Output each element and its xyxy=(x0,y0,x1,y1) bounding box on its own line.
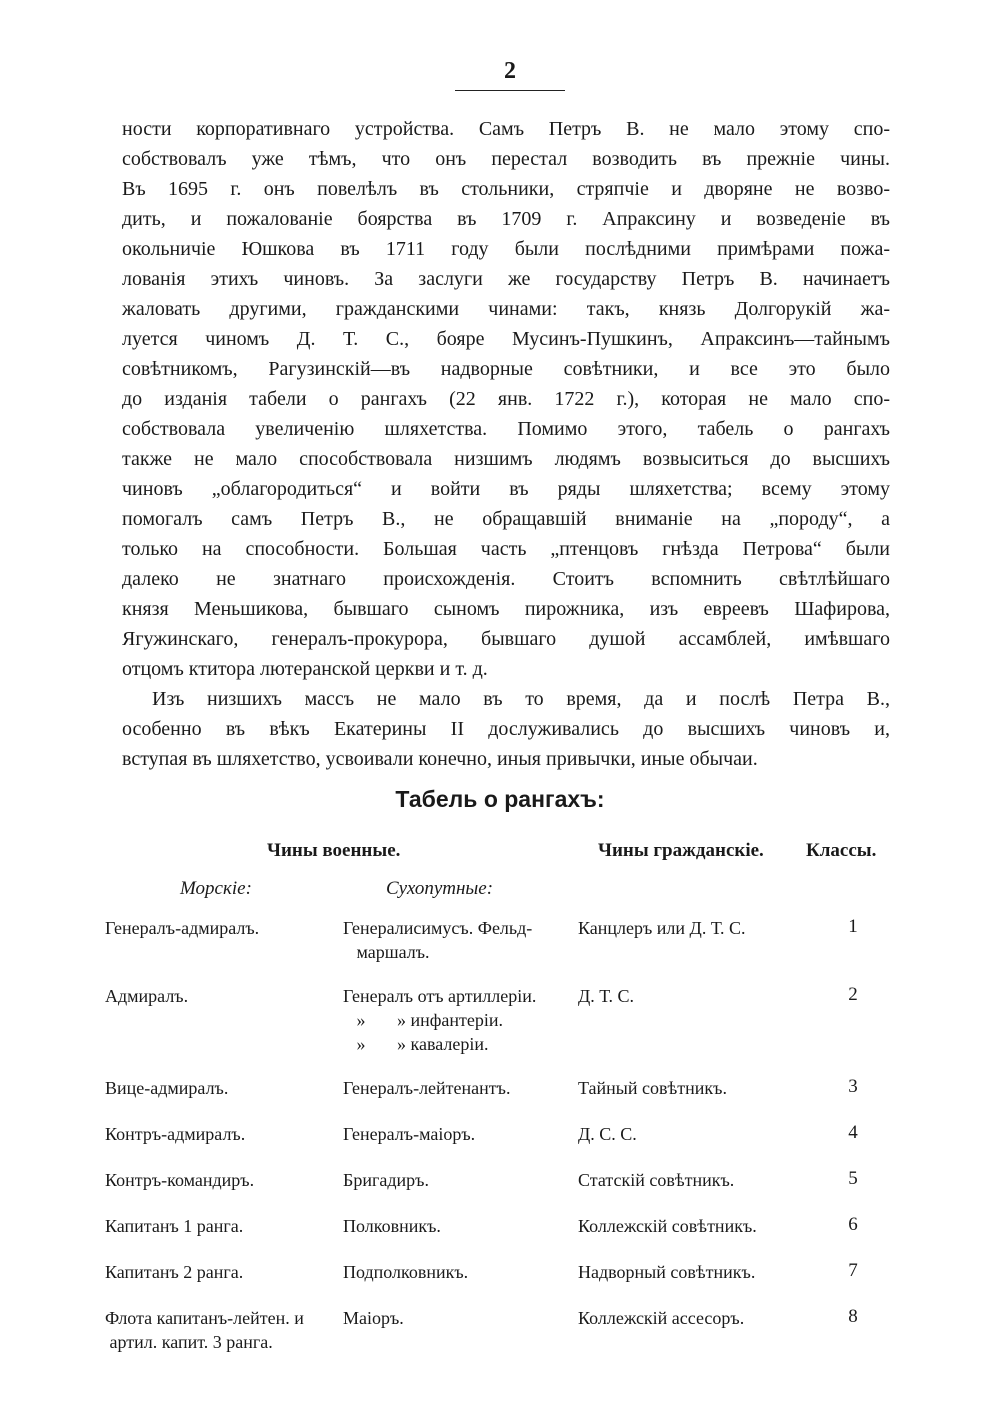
naval-rank: Адмиралъ. xyxy=(105,986,189,1006)
rank-class: 3 xyxy=(848,1076,858,1097)
text-line: Изъ низшихъ массъ не мало въ то время, да и послѣ Петра В., xyxy=(152,688,890,710)
civil-rank: Статскій совѣтникъ. xyxy=(578,1170,735,1190)
text-line: чиновъ „облагородиться“ и войти въ ряды шляхетства; всему этому xyxy=(122,478,890,500)
text-line: вступая въ шляхетство, усвоивали конечно, иныя привычки, иные обычаи. xyxy=(122,748,758,770)
rank-class: 6 xyxy=(848,1214,858,1235)
text-line: особенно въ вѣкъ Екатерины II дослуживались до высшихъ чиновъ и, xyxy=(122,718,890,740)
text-line: окольничіе Юшкова въ 1711 году были послѣдними примѣрами пожа- xyxy=(122,238,890,260)
naval-rank: Флота капитанъ-лейтен. и артил. капит. 3 ранга. xyxy=(105,1308,304,1352)
page-number: 2 xyxy=(504,58,516,84)
text-line: также не мало способствовала низшимъ людямъ возвыситься до высшихъ xyxy=(122,448,890,470)
text-line: жаловать другими, гражданскими чинами: такъ, князь Долгорукій жа- xyxy=(122,298,890,320)
land-rank: Маіоръ. xyxy=(343,1308,404,1328)
subheader-naval: Морскіе: xyxy=(180,878,252,899)
text-line: совѣтникомъ, Рагузинскій—въ надворные совѣтники, и все это было xyxy=(122,358,890,380)
text-line: отцомъ ктитора лютеранской церкви и т. д. xyxy=(122,658,488,680)
text-line: помогалъ самъ Петръ В., не обращавшій вниманіе на „породу“, а xyxy=(122,508,890,530)
header-civil: Чины гражданскіе. xyxy=(598,840,764,861)
text-line: князя Меньшикова, бывшаго сыномъ пирожника, изъ евреевъ Шафирова, xyxy=(122,598,890,620)
subheader-land: Сухопутные: xyxy=(386,878,494,899)
land-rank: Генералъ-лейтенантъ. xyxy=(343,1078,511,1098)
naval-rank: Контръ-адмиралъ. xyxy=(105,1124,246,1144)
naval-rank: Контръ-командиръ. xyxy=(105,1170,255,1190)
rank-class: 7 xyxy=(848,1260,858,1281)
rank-class: 8 xyxy=(848,1306,858,1327)
rank-class: 2 xyxy=(848,984,858,1005)
page-number-rule xyxy=(455,90,565,91)
civil-rank: Д. С. С. xyxy=(578,1124,637,1144)
rank-class: 4 xyxy=(848,1122,858,1143)
text-line: собствовалъ уже тѣмъ, что онъ перестал возводить въ прежніе чины. xyxy=(122,148,890,170)
civil-rank: Надворный совѣтникъ. xyxy=(578,1262,756,1282)
civil-rank: Тайный совѣтникъ. xyxy=(578,1078,727,1098)
civil-rank: Канцлеръ или Д. Т. С. xyxy=(578,918,746,938)
civil-rank: Д. Т. С. xyxy=(578,986,634,1006)
civil-rank: Коллежскій ассесоръ. xyxy=(578,1308,745,1328)
naval-rank: Генералъ-адмиралъ. xyxy=(105,918,260,938)
text-line: далеко не знатнаго происхожденія. Стоитъ вспомнить свѣтлѣйшаго xyxy=(122,568,890,590)
land-rank: Полковникъ. xyxy=(343,1216,441,1236)
text-line: собствовала увеличенію шляхетства. Помимо этого, табель о рангахъ xyxy=(122,418,890,440)
text-line: Въ 1695 г. онъ повелѣлъ въ стольники, стряпчіе и дворяне не возво- xyxy=(122,178,890,200)
land-rank: Генералъ-маіоръ. xyxy=(343,1124,476,1144)
land-rank: Подполковникъ. xyxy=(343,1262,469,1282)
paragraph-1 xyxy=(122,114,890,684)
text-line: до изданія табели о рангахъ (22 янв. 1722 г.), которая не мало спо- xyxy=(122,388,890,410)
text-line: только на способности. Большая часть „птенцовъ гнѣзда Петрова“ были xyxy=(122,538,890,560)
table-title: Табель о рангахъ: xyxy=(395,786,605,812)
naval-rank: Капитанъ 1 ранга. xyxy=(105,1216,244,1236)
naval-rank: Капитанъ 2 ранга. xyxy=(105,1262,244,1282)
text-line: луется чиномъ Д. Т. С., бояре Мусинъ-Пушкинъ, Апраксинъ—тайнымъ xyxy=(122,328,890,350)
body-text xyxy=(122,114,890,774)
naval-rank: Вице-адмиралъ. xyxy=(105,1078,229,1098)
text-line: ности корпоративнаго устройства. Самъ Петръ В. не мало этому спо- xyxy=(122,118,890,140)
text-line: лованія этихъ чиновъ. За заслуги же государству Петръ В. начинаетъ xyxy=(122,268,890,290)
rank-class: 5 xyxy=(848,1168,858,1189)
land-rank: Генералъ отъ артиллеріи. » » инфантеріи. » » кавалеріи. xyxy=(343,986,537,1054)
text-line: Ягужинскаго, генералъ-прокурора, бывшаго душой ассамблей, имѣвшаго xyxy=(122,628,890,650)
header-military: Чины военные. xyxy=(267,840,401,861)
header-classes: Классы. xyxy=(806,840,877,861)
civil-rank: Коллежскій совѣтникъ. xyxy=(578,1216,757,1236)
rank-class: 1 xyxy=(848,916,858,937)
text-line: дить, и пожалованіе боярства въ 1709 г. Апраксину и возведеніе въ xyxy=(122,208,890,230)
paragraph-2 xyxy=(122,684,890,774)
land-rank: Бригадиръ. xyxy=(343,1170,429,1190)
land-rank: Генералисимусъ. Фельд- маршалъ. xyxy=(343,918,533,962)
